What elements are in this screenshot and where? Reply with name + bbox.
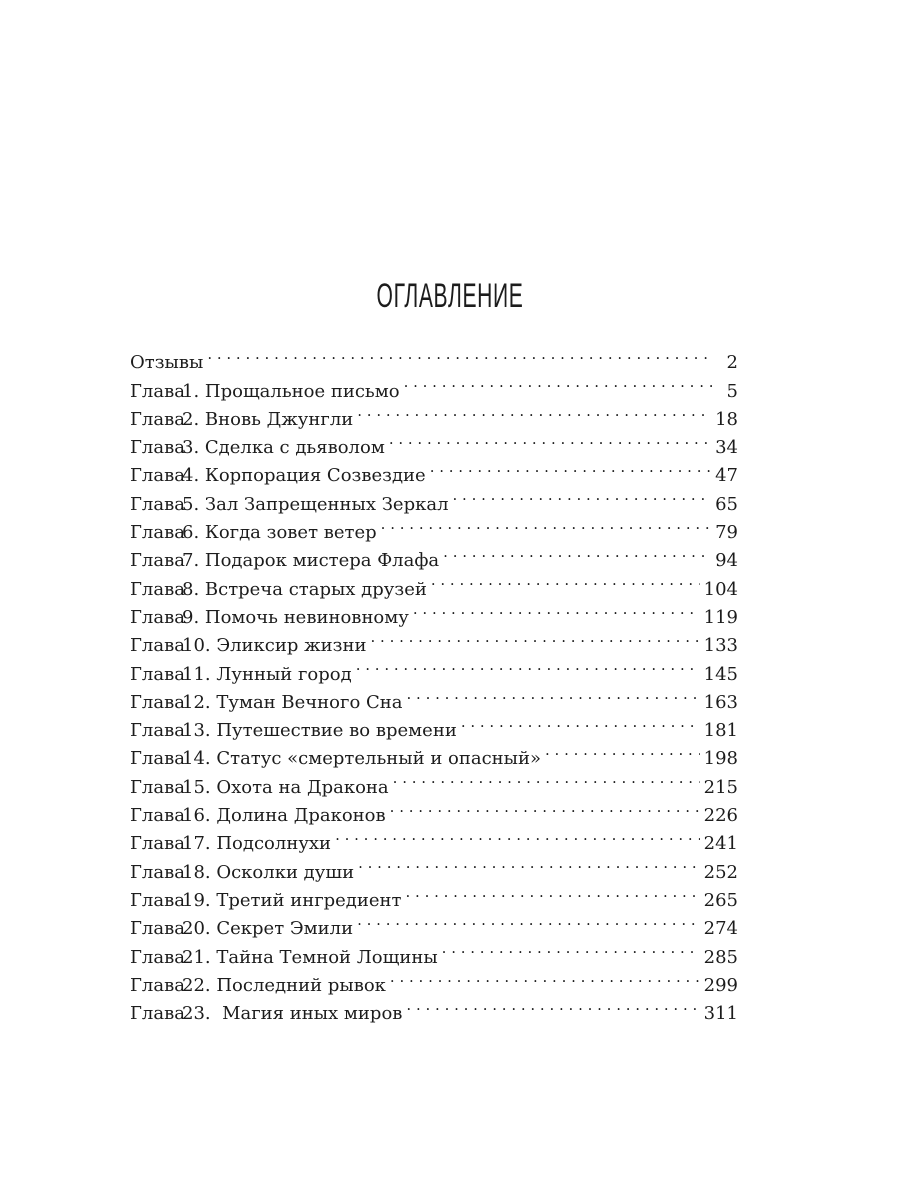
toc-entry-title: 12. Туман Вечного Сна — [182, 691, 403, 713]
toc-entry-page-number: 94 — [715, 550, 738, 572]
toc-entry-prefix: Глава — [130, 776, 185, 798]
toc-entry-prefix: Глава — [130, 522, 185, 544]
toc-entry-dot-leader — [207, 340, 712, 368]
toc-entry-prefix: Глава — [130, 1003, 185, 1025]
toc-entry-page-number: 241 — [703, 833, 738, 855]
toc-entry-dot-leader — [357, 906, 700, 934]
toc-entry-page-number: 274 — [703, 918, 738, 940]
toc-entry-title: 14. Статус «смертельный и опасный» — [182, 748, 542, 770]
toc-entry-dot-leader — [431, 566, 700, 594]
toc-entry-title: 8. Встреча старых друзей — [182, 578, 427, 600]
toc-entry-title: 16. Долина Драконов — [182, 805, 386, 827]
toc-entry-dot-leader — [381, 510, 711, 538]
toc-entry-prefix: Глава — [130, 578, 185, 600]
toc-entry-dot-leader — [358, 849, 700, 877]
toc-entry-prefix: Глава — [130, 748, 185, 770]
toc-entry-title: 23. Магия иных миров — [182, 1003, 403, 1025]
toc-entry-page-number: 18 — [715, 408, 738, 430]
toc-entry — [130, 368, 738, 402]
toc-entry-dot-leader — [357, 397, 711, 425]
toc-entry-title: 5. Зал Запрещенных Зеркал — [182, 493, 449, 515]
toc-entry-title: 6. Когда зовет ветер — [182, 522, 377, 544]
toc-entry-title: 18. Осколки души — [182, 861, 355, 883]
toc-entry-dot-leader — [406, 991, 699, 1019]
toc-entry-page-number: 163 — [703, 691, 738, 713]
toc-entry-title: 13. Путешествие во времени — [182, 720, 457, 742]
toc-entry-page-number: 2 — [726, 352, 738, 374]
table-of-contents — [130, 340, 738, 1025]
toc-entry-prefix: Глава — [130, 861, 185, 883]
toc-entry-dot-leader — [389, 425, 711, 453]
toc-entry-prefix: Глава — [130, 889, 185, 911]
toc-entry-page-number: 65 — [715, 493, 738, 515]
toc-entry-dot-leader — [371, 623, 700, 651]
toc-entry-page-number: 226 — [703, 805, 738, 827]
toc-entry-title: 21. Тайна Темной Лощины — [182, 946, 438, 968]
toc-entry-page-number: 145 — [703, 663, 738, 685]
toc-entry-dot-leader — [407, 680, 700, 708]
toc-entry-title: 9. Помочь невиновному — [182, 606, 409, 628]
toc-entry-page-number: 215 — [703, 776, 738, 798]
toc-entry-prefix: Глава — [130, 805, 185, 827]
toc-entry-page-number: 252 — [703, 861, 738, 883]
toc-entry-prefix: Глава — [130, 691, 185, 713]
toc-entry-dot-leader — [413, 595, 700, 623]
toc-entry-page-number: 47 — [715, 465, 738, 487]
toc-entry-page-number: 285 — [703, 946, 738, 968]
toc-entry-title: 7. Подарок мистера Флафа — [182, 550, 440, 572]
toc-entry-prefix: Глава — [130, 720, 185, 742]
toc-entry-dot-leader — [453, 481, 712, 509]
toc-entry-page-number: 311 — [703, 1003, 738, 1025]
toc-entry-title: 10. Эликсир жизни — [182, 635, 367, 657]
toc-entry-dot-leader — [335, 821, 700, 849]
toc-entry-title: 1. Прощальное письмо — [182, 380, 400, 402]
toc-entry-dot-leader — [443, 538, 711, 566]
page-title: ОГЛАВЛЕНИЕ — [376, 277, 524, 315]
toc-entry-title: 4. Корпорация Созвездие — [182, 465, 426, 487]
toc-entry-dot-leader — [545, 736, 700, 764]
toc-entry-page-number: 265 — [703, 889, 738, 911]
toc-entry-prefix: Глава — [130, 465, 185, 487]
toc-entry-dot-leader — [430, 453, 711, 481]
toc-entry-prefix: Глава — [130, 380, 185, 402]
toc-entry-prefix: Глава — [130, 408, 185, 430]
toc-entry-prefix: Глава — [130, 946, 185, 968]
toc-entry-prefix: Глава — [130, 493, 185, 515]
toc-entry-title: 3. Сделка с дьяволом — [182, 437, 385, 459]
toc-entry-page-number: 5 — [726, 380, 738, 402]
toc-entry-page-number: 104 — [703, 578, 738, 600]
toc-entry-page-number: 198 — [703, 748, 738, 770]
toc-entry-dot-leader — [390, 963, 700, 991]
toc-entry-dot-leader — [393, 764, 700, 792]
toc-entry-prefix: Глава — [130, 918, 185, 940]
toc-entry-title: 2. Вновь Джунгли — [182, 408, 354, 430]
toc-entry-page-number: 119 — [703, 606, 738, 628]
toc-entry-page-number: 79 — [715, 522, 738, 544]
toc-entry-page-number: 34 — [715, 437, 738, 459]
toc-entry-dot-leader — [406, 878, 700, 906]
toc-entry-prefix: Глава — [130, 974, 185, 996]
toc-entry-dot-leader — [390, 793, 700, 821]
toc-entry-dot-leader — [461, 708, 700, 736]
toc-entry-dot-leader — [356, 651, 700, 679]
toc-entry-prefix: Глава — [130, 550, 185, 572]
toc-entry-page-number: 133 — [703, 635, 738, 657]
toc-entry-title: 15. Охота на Дракона — [182, 776, 389, 798]
toc-entry-title: 19. Третий ингредиент — [182, 889, 402, 911]
toc-entry-title: Отзывы — [130, 352, 204, 374]
toc-entry-title: 11. Лунный город — [182, 663, 352, 685]
toc-entry-prefix: Глава — [130, 437, 185, 459]
toc-entry-page-number: 299 — [703, 974, 738, 996]
toc-entry-prefix: Глава — [130, 606, 185, 628]
toc-entry-dot-leader — [442, 934, 700, 962]
toc-entry-title: 17. Подсолнухи — [182, 833, 332, 855]
toc-entry-title: 22. Последний рывок — [182, 974, 386, 996]
toc-entry — [130, 340, 738, 374]
toc-entry-prefix: Глава — [130, 833, 185, 855]
toc-entry-title: 20. Секрет Эмили — [182, 918, 354, 940]
toc-entry-dot-leader — [404, 368, 712, 396]
toc-entry-prefix: Глава — [130, 663, 185, 685]
toc-entry-prefix: Глава — [130, 635, 185, 657]
toc-entry-page-number: 181 — [703, 720, 738, 742]
